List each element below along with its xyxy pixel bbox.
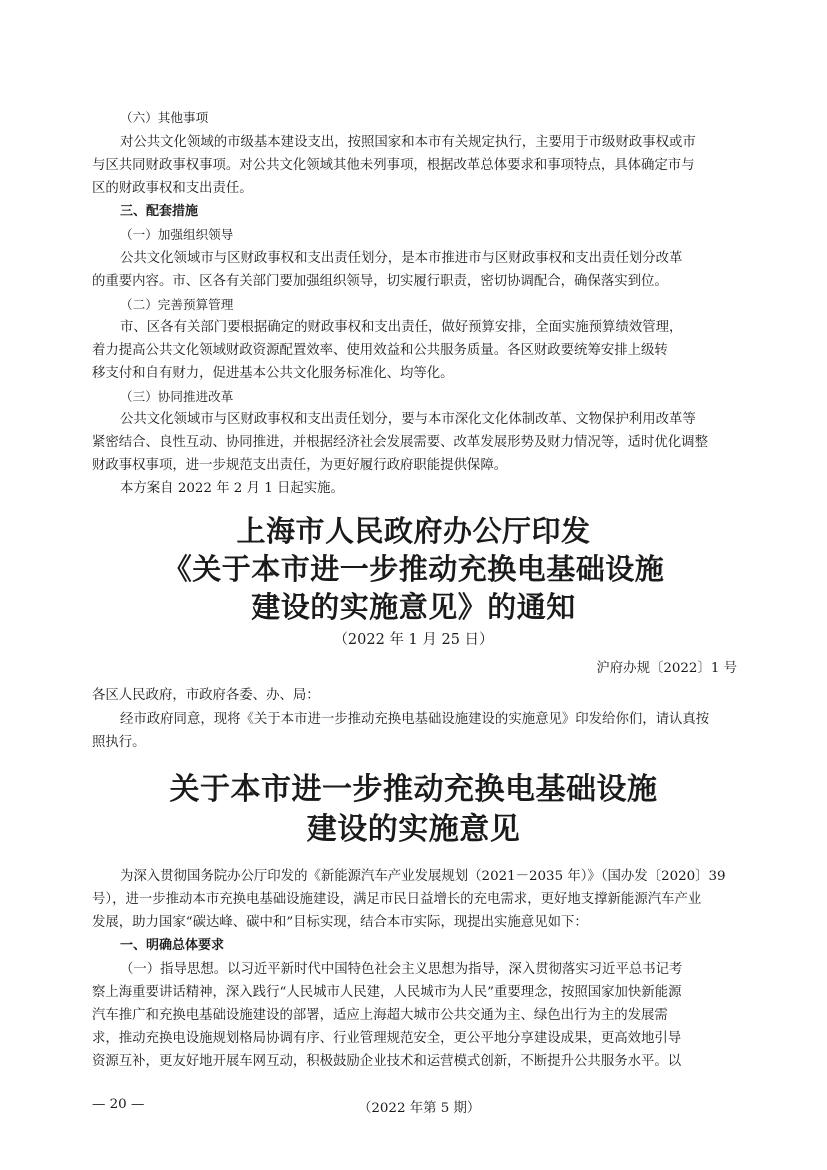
opinion-title-line2: 建设的实施意见 xyxy=(306,812,521,847)
page-number: — 20 — xyxy=(92,1097,145,1112)
paragraph-line: 公共文化领域市与区财政事权和支出责任划分，是本市推进市与区财政事权和支出责任划分改革 xyxy=(120,251,683,266)
effective-date: 本方案自 2022 年 2 月 1 日起实施。 xyxy=(120,481,344,496)
section-heading-1: 一、明确总体要求 xyxy=(120,938,225,953)
paragraph-line: （一）指导思想。以习近平新时代中国特色社会主义思想为指导，深入贯彻落实习近平总书记考 xyxy=(120,962,683,977)
paragraph-line: 与区共同财政事权事项。对公共文化领域其他未列事项，根据改革总体要求和事项特点，具体确定市与 xyxy=(92,158,695,173)
section-heading-3: 三、配套措施 xyxy=(120,204,199,219)
opinion-title-line1: 关于本市进一步推动充换电基础设施 xyxy=(169,772,658,807)
paragraph-line: 求，推动充换电设施规划格局协调有序、行业管理规范安全，更公平地分享建设成果，更高效地引导 xyxy=(92,1031,682,1046)
item6-heading: （六）其他事项 xyxy=(120,110,209,125)
paragraph-line: 号），进一步推动本市充换电基础设施建设，满足市民日益增长的充电需求，更好地支撑新能源汽车产业 xyxy=(92,892,702,907)
notice-date: （2022 年 1 月 25 日） xyxy=(333,632,494,648)
paragraph-line: 资源互补，更友好地开展车网互动，积极鼓励企业技术和运营模式创新，不断提升公共服务水平。以 xyxy=(92,1054,682,1069)
measure3-heading: （三）协同推进改革 xyxy=(120,389,234,404)
notice-title-line1: 上海市人民政府办公厅印发 xyxy=(236,514,591,548)
paragraph-line: 移支付和自有财力，促进基本公共文化服务标准化、均等化。 xyxy=(92,366,454,381)
paragraph-line: 汽车推广和充换电基础设施建设的部署，适应上海超大城市公共交通为主、绿色出行为主的发展需 xyxy=(92,1008,668,1023)
measure2-heading: （二）完善预算管理 xyxy=(120,297,234,312)
notice-title-line3: 建设的实施意见》的通知 xyxy=(251,590,576,624)
paragraph-line: 经市政府同意，现将《关于本市进一步推动充换电基础设施建设的实施意见》印发给你们，请认真按 xyxy=(120,712,710,727)
paragraph-line: 市、区各有关部门要根据确定的财政事权和支出责任，做好预算安排，全面实施预算绩效管理， xyxy=(120,320,683,335)
paragraph-line: 着力提高公共文化领域财政资源配置效率、使用效益和公共服务质量。各区财政要统筹安排上级转 xyxy=(92,343,668,358)
paragraph-line: 公共文化领域市与区财政事权和支出责任划分，要与本市深化文化体制改革、文物保护利用改革等 xyxy=(120,412,696,427)
paragraph-line: 的重要内容。市、区各有关部门要加强组织领导，切实履行职责，密切协调配合，确保落实到位。 xyxy=(92,274,668,289)
measure1-heading: （一）加强组织领导 xyxy=(120,227,234,242)
doc-number: 沪府办规〔2022〕1 号 xyxy=(596,661,737,676)
paragraph-line: 察上海重要讲话精神，深入践行“人民城市人民建，人民城市为人民”重要理念，按照国家加快新能源 xyxy=(92,985,682,1000)
issue-label: （2022 年第 5 期） xyxy=(358,1101,481,1116)
paragraph-line: 财政事权事项，进一步规范支出责任，为更好履行政府职能提供保障。 xyxy=(92,458,508,473)
paragraph-line: 照执行。 xyxy=(92,735,146,750)
paragraph-line: 为深入贯彻国务院办公厅印发的《新能源汽车产业发展规划（2021－2035 年）》（国办发〔2020〕39 xyxy=(120,869,726,884)
addressee: 各区人民政府，市政府各委、办、局： xyxy=(92,688,320,703)
paragraph-line: 区的财政事权和支出责任。 xyxy=(92,181,253,196)
paragraph-line: 发展，助力国家“碳达峰、碳中和”目标实现，结合本市实际，现提出实施意见如下： xyxy=(92,915,588,930)
paragraph-line: 紧密结合、良性互动、协同推进，并根据经济社会发展需要、改革发展形势及财力情况等，适时优化调整 xyxy=(92,435,708,450)
paragraph-line: 对公共文化领域的市级基本建设支出，按照国家和本市有关规定执行，主要用于市级财政事权或市 xyxy=(120,135,696,150)
notice-title-line2: 《关于本市进一步推动充换电基础设施 xyxy=(162,552,665,586)
